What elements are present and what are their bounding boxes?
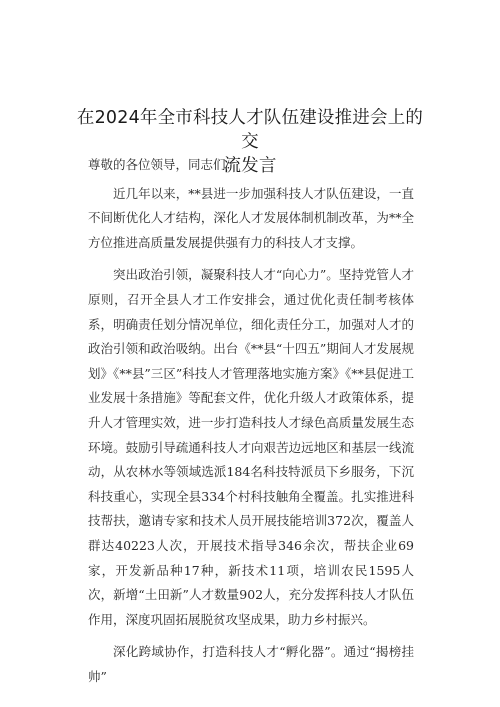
paragraph-political-guidance: 突出政治引领，凝聚科技人才“向心力”。坚持党管人才原则，召开全县人才工作安排会，通过优化责任制考核体系，明确责任划分情况单位，细化责任分工，加强对人才的政治引领和政治吸纳。出台《**县“十四五”期间人才发展规划》《**县”三区”科技人才管理落地实施方案》《**县促进工业发展十条措施》等配套文件，优化升级人才政策体系，提升人才管理实效，进一步打造科技人才绿色高质量发展生态环境。鼓励引导疏通科技人才向艰苦边远地区和基层一线流动，从农林水等领域选派184名科技特派员下乡服务，下沉科技重心，实现全县334个村科技触角全覆盖。扎实推进科技帮扶，邀请专家和技术人员开展技能培训372次，覆盖人群达40223人次，开展技术指导346余次，帮扶企业69家，开发新品种17种，新技术11项，培训农民1595人次，新增“土田新”人才数量902人，充分发挥科技人才队伍作用，深度巩固拓展脱贫攻坚成果，助力乡村振兴。 [88,267,414,627]
title-line-1: 在2024年全市科技人才队伍建设推进会上的交 [76,108,424,152]
paragraph-cross-region: 深化跨域协作，打造科技人才“孵化器”。通过“揭榜挂帅” [88,644,414,684]
salutation: 尊敬的各位领导，同志们： [88,157,239,172]
document-body [88,153,414,697]
paragraph-intro: 近几年以来，**县进一步加强科技人才队伍建设，一直不间断优化人才结构，深化人才发展体制机制改革，为**全方位推进高质量发展提供强有力的科技人才支撑。 [88,185,414,250]
title-line-2: 流发言 [223,156,277,176]
